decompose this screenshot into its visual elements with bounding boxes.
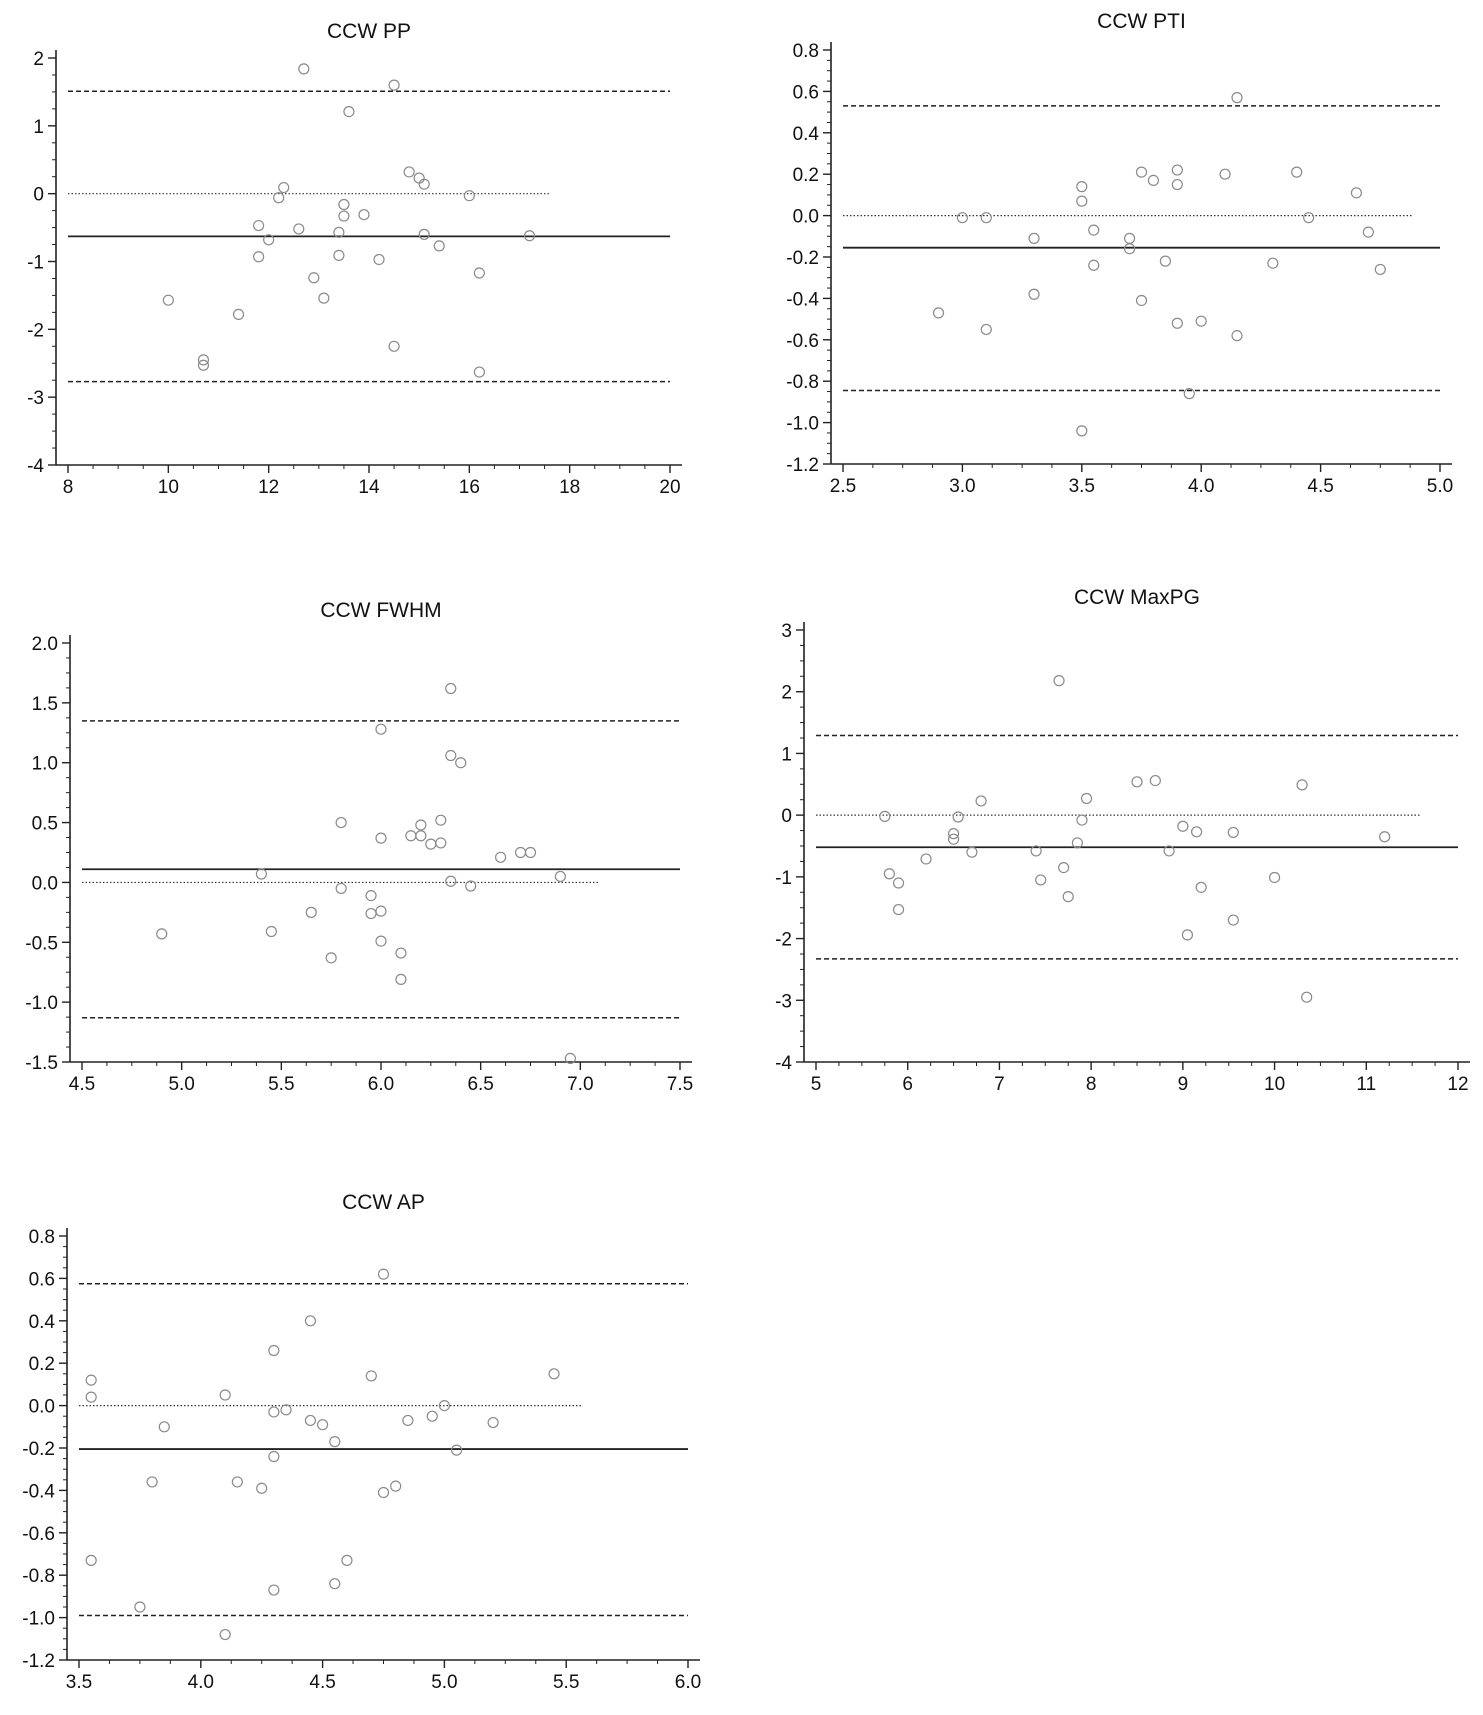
data-point (434, 241, 444, 251)
data-point (426, 839, 436, 849)
data-point (135, 1602, 145, 1612)
data-point (330, 1579, 340, 1589)
y-tick-label: 0.8 (28, 1227, 55, 1248)
y-tick-label: 0.4 (28, 1311, 55, 1333)
y-tick-label: 1.0 (31, 753, 58, 775)
data-point (159, 1422, 169, 1432)
x-tick-label: 4.5 (1307, 476, 1334, 497)
y-tick-label: 0.5 (31, 813, 58, 835)
data-point (1063, 892, 1073, 902)
y-tick-label: -3 (27, 388, 44, 410)
data-point (336, 883, 346, 893)
data-point (1082, 793, 1092, 803)
data-point (334, 250, 344, 260)
plot-panel (27, 20, 682, 498)
data-point (488, 1418, 498, 1428)
y-tick-label: -0.4 (786, 289, 819, 311)
data-point (981, 213, 991, 223)
plot-panel (775, 586, 1470, 1095)
y-tick-label: -4 (775, 1053, 792, 1074)
data-point (549, 1369, 559, 1379)
data-point (279, 183, 289, 193)
data-point (163, 295, 173, 305)
data-point (1196, 316, 1206, 326)
x-tick-label: 5.5 (268, 1074, 295, 1095)
y-tick-label: -1.2 (22, 1651, 55, 1672)
data-point (376, 833, 386, 843)
x-tick-label: 8 (62, 477, 74, 498)
x-tick-label: 5.0 (1426, 476, 1454, 497)
y-tick-label: 0.0 (31, 873, 58, 895)
x-tick-label: 5.5 (552, 1672, 580, 1693)
x-tick-label: 4.0 (1187, 476, 1215, 497)
y-tick-label: -1.0 (786, 413, 819, 435)
data-point (366, 909, 376, 919)
data-point (456, 758, 466, 768)
data-point (1172, 165, 1182, 175)
x-tick-label: 6.0 (674, 1672, 702, 1693)
data-point (474, 367, 484, 377)
data-point (894, 878, 904, 888)
y-tick-label: -1.5 (25, 1053, 58, 1074)
y-tick-label: -0.2 (786, 248, 819, 269)
data-point (1380, 832, 1390, 842)
data-point (257, 1483, 267, 1493)
data-point (894, 905, 904, 915)
x-tick-label: 14 (358, 477, 380, 498)
data-point (406, 831, 416, 841)
data-point (1292, 167, 1302, 177)
data-point (294, 224, 304, 234)
data-point (880, 811, 890, 821)
y-tick-label: 0.0 (28, 1396, 55, 1418)
data-point (379, 1488, 389, 1498)
y-tick-label: 0 (781, 806, 792, 828)
y-tick-label: -0.2 (22, 1439, 55, 1460)
data-point (516, 848, 526, 858)
data-point (555, 871, 565, 881)
data-point (396, 974, 406, 984)
data-point (953, 812, 963, 822)
data-point (299, 64, 309, 74)
data-point (1132, 777, 1142, 787)
data-point (269, 1345, 279, 1355)
x-tick-label: 9 (1177, 1074, 1189, 1095)
y-tick-label: 2 (33, 49, 44, 70)
data-point (419, 179, 429, 189)
data-point (1077, 426, 1087, 436)
y-tick-label: 0.6 (792, 82, 819, 104)
data-point (220, 1630, 230, 1640)
x-tick-label: 3.0 (949, 476, 976, 497)
data-point (269, 1407, 279, 1417)
data-point (344, 107, 354, 117)
y-tick-label: 3 (781, 621, 792, 642)
data-point (1375, 264, 1385, 274)
x-tick-label: 4.5 (309, 1672, 336, 1693)
data-point (366, 891, 376, 901)
data-point (1059, 863, 1069, 873)
data-point (1029, 233, 1039, 243)
data-point (389, 80, 399, 90)
data-point (1172, 180, 1182, 190)
data-point (305, 1415, 315, 1425)
data-point (342, 1555, 352, 1565)
data-point (1304, 213, 1314, 223)
data-point (474, 268, 484, 278)
plot-title: CCW MaxPG (1074, 586, 1200, 609)
x-tick-label: 6.5 (467, 1074, 494, 1095)
data-point (446, 876, 456, 886)
data-point (1089, 260, 1099, 270)
data-point (427, 1411, 437, 1421)
x-tick-label: 7.5 (666, 1074, 694, 1095)
data-point (318, 1420, 328, 1430)
x-tick-label: 3.5 (1068, 476, 1096, 497)
y-tick-label: -0.5 (25, 933, 58, 955)
y-tick-label: -1.2 (786, 455, 819, 476)
y-tick-label: 0.4 (792, 123, 819, 145)
data-point (1077, 815, 1087, 825)
plot-panel (22, 1191, 701, 1693)
data-point (446, 683, 456, 693)
x-tick-label: 10 (157, 477, 179, 498)
data-point (1148, 175, 1158, 185)
y-tick-label: 1 (781, 744, 792, 766)
x-tick-label: 18 (559, 477, 581, 498)
data-point (976, 796, 986, 806)
data-point (1054, 676, 1064, 686)
data-point (1077, 182, 1087, 192)
data-point (1089, 225, 1099, 235)
y-tick-label: -0.6 (22, 1523, 55, 1545)
data-point (339, 200, 349, 210)
data-point (1220, 169, 1230, 179)
data-point (1160, 256, 1170, 266)
y-tick-label: 0.0 (792, 206, 819, 228)
y-tick-label: -0.8 (786, 372, 819, 394)
data-point (319, 293, 329, 303)
data-point (366, 1371, 376, 1381)
y-tick-label: 2 (781, 682, 792, 704)
data-point (884, 869, 894, 879)
data-point (330, 1437, 340, 1447)
x-tick-label: 8 (1085, 1074, 1097, 1095)
data-point (1297, 780, 1307, 790)
data-point (436, 838, 446, 848)
plot-title: CCW FWHM (320, 599, 442, 622)
y-tick-label: -1.0 (25, 993, 58, 1015)
data-point (1182, 930, 1192, 940)
data-point (404, 167, 414, 177)
plot-panel (786, 10, 1453, 497)
y-tick-label: 2.0 (31, 634, 58, 655)
data-point (403, 1415, 413, 1425)
data-point (376, 724, 386, 734)
y-tick-label: -3 (775, 991, 792, 1013)
data-point (305, 1316, 315, 1326)
data-point (1125, 244, 1135, 254)
plot-title: CCW AP (342, 1191, 425, 1214)
data-point (934, 308, 944, 318)
x-tick-label: 12 (258, 477, 280, 498)
data-point (1268, 258, 1278, 268)
data-point (376, 906, 386, 916)
x-tick-label: 7 (994, 1074, 1005, 1095)
data-point (269, 1451, 279, 1461)
data-point (452, 1445, 462, 1455)
y-tick-label: 0.6 (28, 1269, 55, 1291)
data-point (1172, 318, 1182, 328)
data-point (326, 953, 336, 963)
data-point (281, 1405, 291, 1415)
y-tick-label: -1.0 (22, 1608, 55, 1630)
x-tick-label: 7.0 (567, 1074, 594, 1095)
data-point (1351, 188, 1361, 198)
data-point (526, 848, 536, 858)
plot-panel (25, 599, 693, 1095)
data-point (157, 929, 167, 939)
data-point (1178, 821, 1188, 831)
y-tick-label: -1 (775, 867, 792, 889)
data-point (436, 815, 446, 825)
x-tick-label: 12 (1447, 1074, 1469, 1095)
y-tick-label: 1 (33, 116, 44, 138)
data-point (147, 1477, 157, 1487)
data-point (1125, 233, 1135, 243)
x-tick-label: 4.5 (68, 1074, 96, 1095)
data-point (1302, 992, 1312, 1002)
x-tick-label: 5.0 (168, 1074, 195, 1095)
data-point (416, 831, 426, 841)
data-point (1036, 875, 1046, 885)
data-point (232, 1477, 242, 1487)
data-point (379, 1269, 389, 1279)
data-point (256, 869, 266, 879)
data-point (1270, 872, 1280, 882)
data-point (446, 751, 456, 761)
data-point (414, 173, 424, 183)
x-tick-label: 2.5 (829, 476, 857, 497)
data-point (86, 1375, 96, 1385)
data-point (376, 936, 386, 946)
data-point (391, 1481, 401, 1491)
data-point (957, 213, 967, 223)
data-point (464, 191, 474, 201)
y-tick-label: -0.6 (786, 330, 819, 352)
plot-title: CCW PP (327, 20, 411, 43)
data-point (981, 324, 991, 334)
data-point (1150, 776, 1160, 786)
data-point (234, 309, 244, 319)
y-tick-label: 0.2 (792, 165, 819, 187)
y-tick-label: 0.2 (28, 1354, 55, 1376)
data-point (339, 211, 349, 221)
data-point (419, 229, 429, 239)
data-point (220, 1390, 230, 1400)
x-tick-label: 6 (902, 1074, 914, 1095)
data-point (496, 852, 506, 862)
x-tick-label: 3.5 (65, 1672, 93, 1693)
data-point (1137, 167, 1147, 177)
x-tick-label: 5 (810, 1074, 822, 1095)
data-point (1232, 93, 1242, 103)
data-point (396, 948, 406, 958)
data-point (374, 254, 384, 264)
data-point (1192, 827, 1202, 837)
data-point (254, 252, 264, 262)
data-point (416, 820, 426, 830)
data-point (1077, 196, 1087, 206)
x-tick-label: 5.0 (431, 1672, 458, 1693)
y-tick-label: -0.8 (22, 1566, 55, 1588)
data-point (1228, 915, 1238, 925)
x-tick-label: 6.0 (367, 1074, 395, 1095)
y-tick-label: -4 (27, 456, 44, 477)
data-point (1363, 227, 1373, 237)
x-tick-label: 10 (1264, 1074, 1286, 1095)
data-point (389, 341, 399, 351)
data-point (266, 927, 276, 937)
y-tick-label: -2 (775, 929, 792, 951)
plot-title: CCW PTI (1097, 10, 1186, 33)
data-point (86, 1392, 96, 1402)
x-tick-label: 11 (1356, 1074, 1377, 1095)
y-tick-label: 0.8 (792, 41, 819, 62)
data-point (1029, 289, 1039, 299)
data-point (1196, 882, 1206, 892)
data-point (1137, 295, 1147, 305)
y-tick-label: -2 (27, 320, 44, 342)
data-point (254, 221, 264, 231)
data-point (967, 847, 977, 857)
data-point (309, 273, 319, 283)
data-point (1232, 331, 1242, 341)
y-tick-label: 0 (33, 184, 44, 206)
x-tick-label: 4.0 (187, 1672, 215, 1693)
y-tick-label: -1 (27, 252, 44, 274)
x-tick-label: 20 (659, 477, 681, 498)
data-point (921, 854, 931, 864)
y-tick-label: 1.5 (31, 693, 58, 715)
y-tick-label: -0.4 (22, 1481, 55, 1503)
data-point (269, 1585, 279, 1595)
data-point (1228, 827, 1238, 837)
data-point (86, 1555, 96, 1565)
x-tick-label: 16 (458, 477, 480, 498)
data-point (336, 818, 346, 828)
data-point (306, 907, 316, 917)
data-point (359, 210, 369, 220)
